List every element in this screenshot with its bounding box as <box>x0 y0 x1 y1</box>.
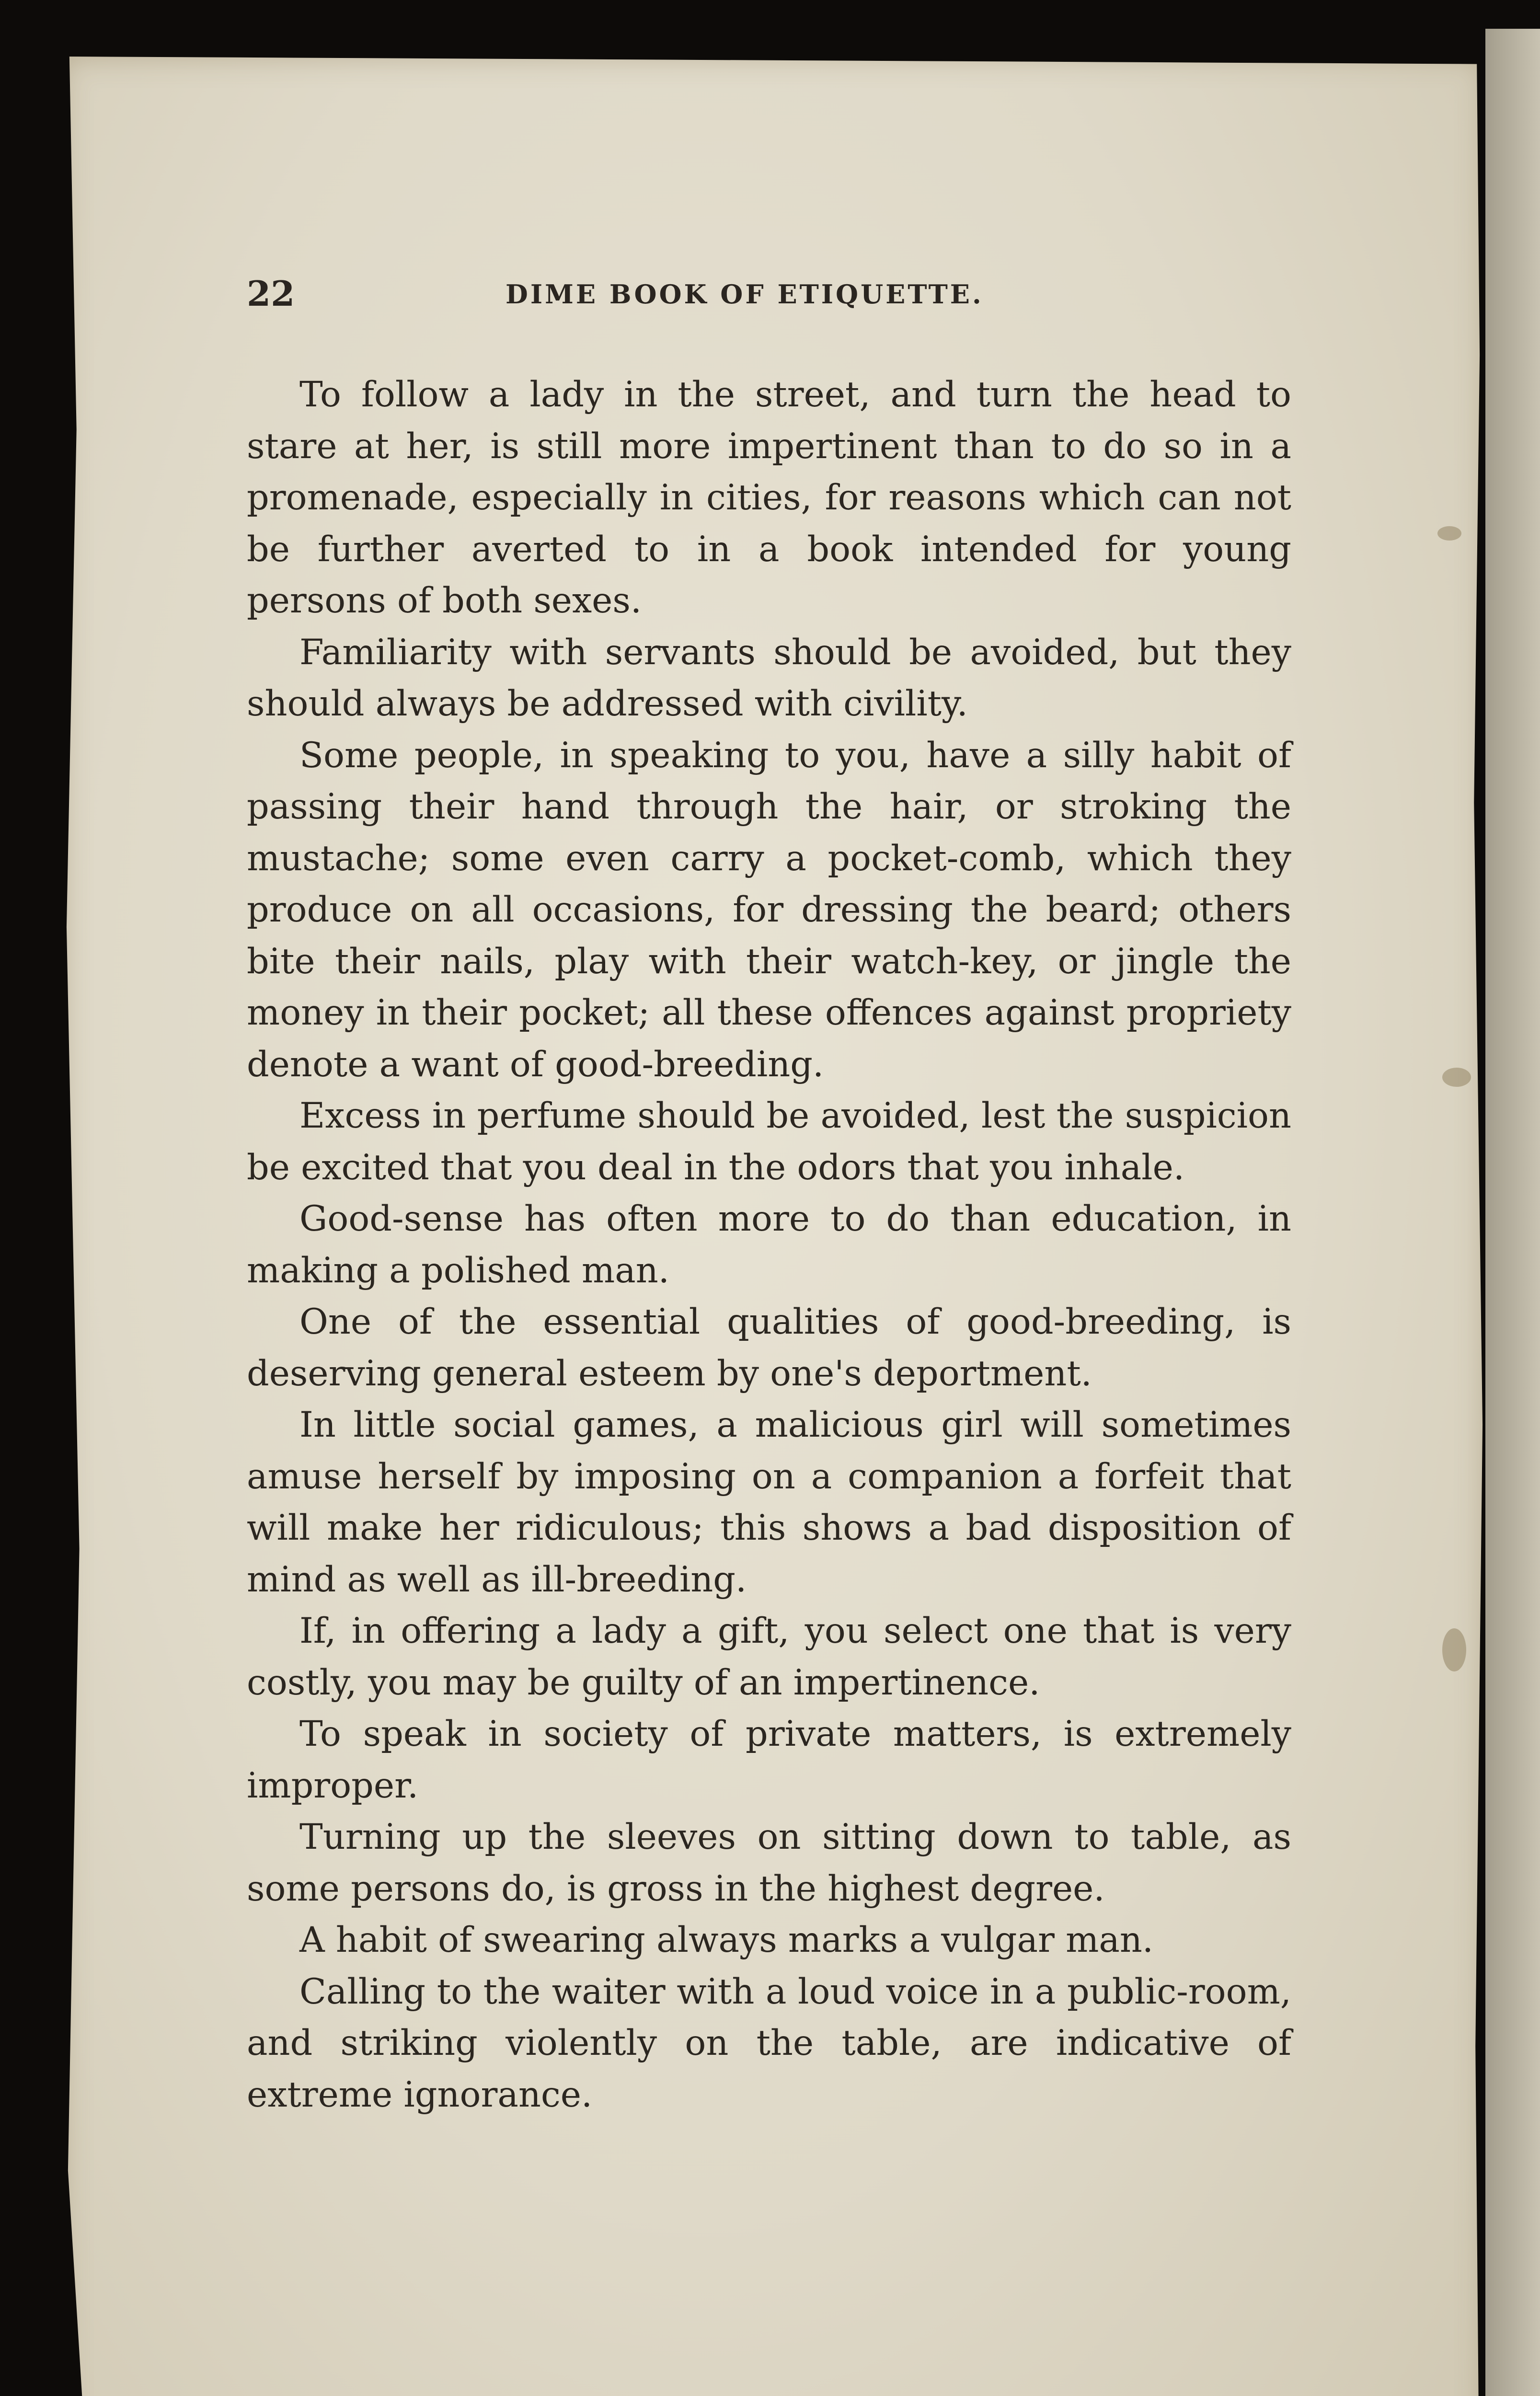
paragraph: One of the essential qualities of good-breeding, is deserving general esteem by one's deportment. <box>247 1302 1291 1394</box>
paragraph: To speak in society of private matters, is extremely improper. <box>247 1714 1291 1806</box>
paragraph: Turning up the sleeves on sitting down to table, as some persons do, is gross in the highest degree. <box>247 1817 1291 1909</box>
paragraph: Calling to the waiter with a loud voice in a public-room, and striking violently on the table, are indicative of extreme ignorance. <box>247 1971 1291 2115</box>
page-stain <box>1442 1628 1466 1671</box>
paragraph: Good-sense has often more to do than education, in making a polished man. <box>247 1198 1291 1291</box>
paragraph: Some people, in speaking to you, have a silly habit of passing their hand through the hair, or stroking the mustache; some even carry a pocket-comb, which they produce on all occasions, for dressing the beard; others bite their nails, play with their watch-key, or jingle the money in their pocket; all these offences against propriety denote a want of good-breeding. <box>247 735 1291 1085</box>
body-text <box>247 369 1291 2120</box>
running-head: DIME BOOK OF ETIQUETTE. <box>506 279 984 310</box>
page-header <box>247 273 1301 331</box>
paragraph: A habit of swearing always marks a vulgar man. <box>299 1920 1154 1960</box>
paragraph: If, in offering a lady a gift, you select one that is very costly, you may be guilty of an impertinence. <box>247 1611 1291 1703</box>
page-stain <box>1442 1068 1471 1087</box>
adjacent-page-edge <box>1485 29 1540 2396</box>
paragraph: Excess in perfume should be avoided, lest the suspicion be excited that you deal in the odors that you inhale. <box>247 1095 1291 1188</box>
paragraph: To follow a lady in the street, and turn the head to stare at her, is still more impertinent than to do so in a promenade, especially in cities, for reasons which can not be further averted to in a book intended for young persons of both sexes. <box>247 374 1291 621</box>
page-stain <box>1437 526 1461 541</box>
paragraph: Familiarity with servants should be avoided, but they should always be addressed with civility. <box>247 632 1291 724</box>
page-number: 22 <box>247 273 295 314</box>
paragraph: In little social games, a malicious girl will sometimes amuse herself by imposing on a companion a forfeit that will make her ridiculous; this shows a bad disposition of mind as well as ill-breeding. <box>247 1405 1291 1600</box>
